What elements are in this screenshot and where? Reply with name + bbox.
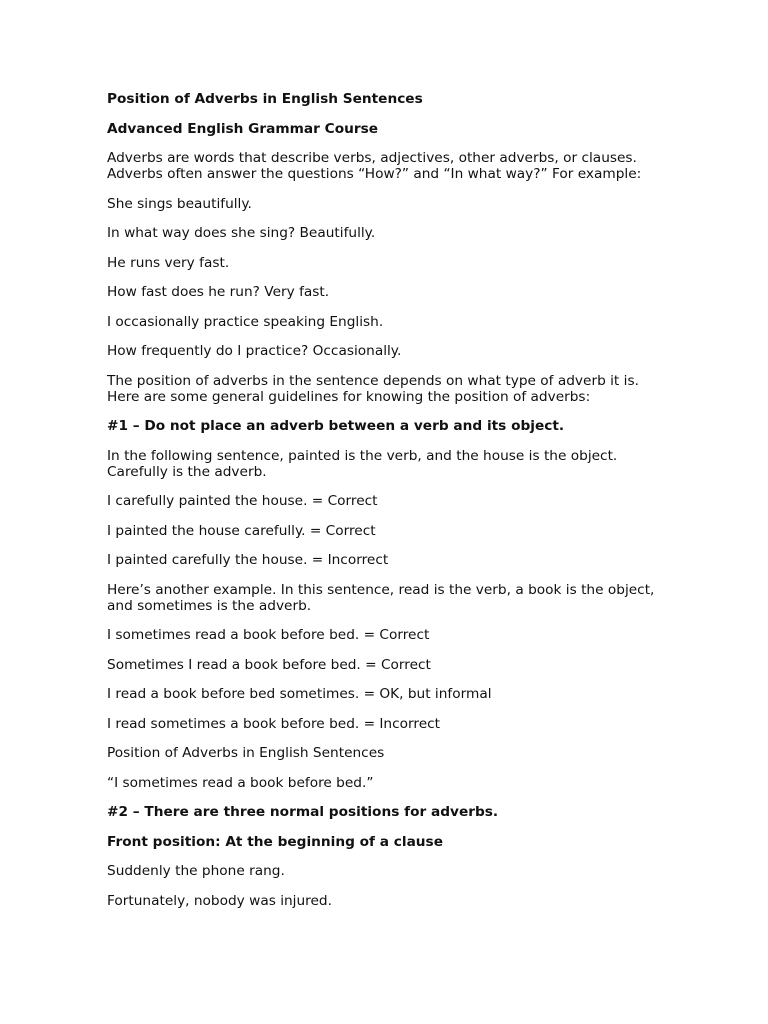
intro-line-1: Adverbs are words that describe verbs, adjectives, other adverbs, or clauses. xyxy=(107,150,637,166)
example-3: I occasionally practice speaking English. xyxy=(107,313,384,330)
rule-1-example-2: I painted the house carefully. = Correct xyxy=(107,522,376,539)
example-3-question: How frequently do I practice? Occasionally. xyxy=(107,343,402,359)
intro-paragraph xyxy=(107,150,687,182)
example-1: She sings beautifully. xyxy=(107,195,252,212)
front-position-heading: Front position: At the beginning of a clause xyxy=(107,833,443,850)
position-line-2: Here are some general guidelines for knowing the position of adverbs: xyxy=(107,388,591,405)
caption-quote: “I sometimes read a book before bed.” xyxy=(107,774,374,791)
example-2-question: How fast does he run? Very fast. xyxy=(107,284,330,300)
another-example-line-2: and sometimes is the adverb. xyxy=(107,597,312,614)
another-example-1: I sometimes read a book before bed. = Correct xyxy=(107,627,430,643)
rule-2-heading: #2 – There are three normal positions for adverbs. xyxy=(107,804,499,820)
example-1-question: In what way does she sing? Beautifully. xyxy=(107,225,376,241)
rule-1-example-1: I carefully painted the house. = Correct xyxy=(107,493,378,509)
document-body xyxy=(107,91,687,922)
rule-1-explanation-line-1: In the following sentence, painted is the verb, and the house is the object. xyxy=(107,447,618,464)
another-example-4: I read sometimes a book before bed. = Incorrect xyxy=(107,715,441,732)
rule-1-explanation xyxy=(107,448,687,480)
rule-1-heading: #1 – Do not place an adverb between a verb and its object. xyxy=(107,418,565,434)
rule-1-explanation-line-2: Carefully is the adverb. xyxy=(107,463,267,480)
another-example-3: I read a book before bed sometimes. = OK, but informal xyxy=(107,686,492,702)
document-title: Position of Adverbs in English Sentences xyxy=(107,91,423,107)
rule-1-example-3: I painted carefully the house. = Incorrect xyxy=(107,552,389,568)
another-example-paragraph xyxy=(107,582,687,614)
intro-line-2: Adverbs often answer the questions “How?” and “In what way?” For example: xyxy=(107,166,642,182)
front-example-2: Fortunately, nobody was injured. xyxy=(107,892,332,909)
another-example-line-1: Here’s another example. In this sentence, read is the verb, a book is the object, xyxy=(107,581,655,598)
position-paragraph xyxy=(107,373,687,405)
example-2: He runs very fast. xyxy=(107,254,230,271)
another-example-2: Sometimes I read a book before bed. = Correct xyxy=(107,656,431,673)
front-example-1: Suddenly the phone rang. xyxy=(107,863,285,879)
position-line-1: The position of adverbs in the sentence depends on what type of adverb it is. xyxy=(107,372,639,389)
document-subtitle: Advanced English Grammar Course xyxy=(107,120,379,137)
caption-title: Position of Adverbs in English Sentences xyxy=(107,745,385,761)
